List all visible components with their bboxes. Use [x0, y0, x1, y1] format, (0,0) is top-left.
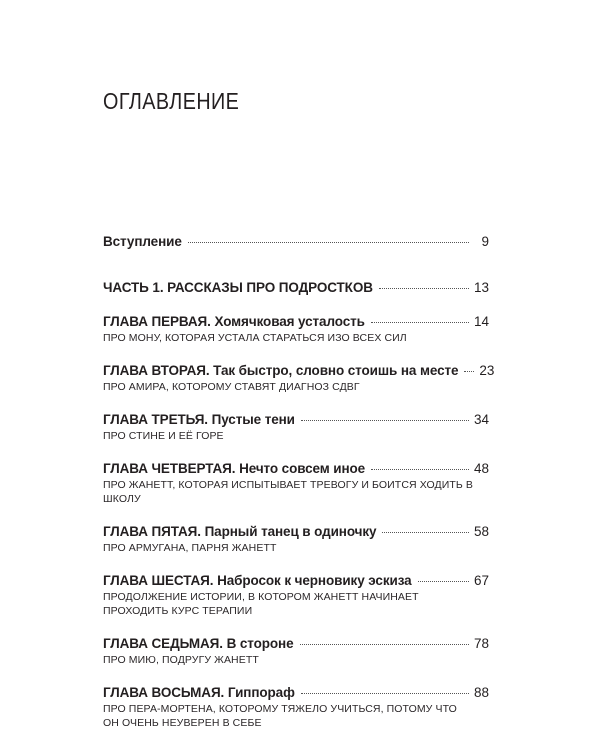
chapter-subtitle: ПРОДОЛЖЕНИЕ ИСТОРИИ, В КОТОРОМ ЖАНЕТТ НАЧИНАЕТ ПРОХОДИТЬ КУРС ТЕРАПИИ [103, 591, 419, 617]
dot-leader [188, 242, 469, 243]
chapter-name: Хомячковая усталость [214, 314, 365, 329]
chapter-name: Пустые тени [211, 412, 295, 427]
dot-leader [382, 532, 469, 533]
toc-page-number: 9 [481, 234, 489, 249]
toc-entry-title: ЧАСТЬ 1. РАССКАЗЫ ПРО ПОДРОСТКОВ [103, 280, 373, 295]
dot-leader [301, 693, 469, 694]
toc-entry-intro [103, 233, 489, 250]
chapter-name: Так быстро, словно стоишь на месте [213, 363, 459, 378]
chapter-subtitle: ПРО МИЮ, ПОДРУГУ ЖАНЕТТ [103, 654, 259, 666]
toc-entry-chapter-5 [103, 523, 489, 555]
toc-page-number: 23 [479, 363, 495, 378]
toc-entry-title [103, 460, 365, 477]
toc-entry-title [103, 635, 294, 652]
toc-entry-title [103, 684, 295, 701]
toc-entry-title: Вступление [103, 234, 182, 249]
toc-page-number: 58 [473, 524, 489, 539]
dot-leader [300, 644, 469, 645]
toc-entry-chapter-3 [103, 411, 489, 443]
dot-leader [371, 469, 469, 470]
chapter-name: Парный танец в одиночку [204, 524, 377, 539]
chapter-name: Набросок к черновику эскиза [217, 573, 412, 588]
chapter-number: ГЛАВА СЕДЬМАЯ. [103, 636, 223, 651]
chapter-number: ГЛАВА ЧЕТВЕРТАЯ. [103, 461, 236, 476]
chapter-number: ГЛАВА ШЕСТАЯ. [103, 573, 214, 588]
toc-entry-part-1 [103, 279, 489, 296]
chapter-name: В стороне [226, 636, 294, 651]
toc-page-number: 78 [473, 636, 489, 651]
dot-leader [418, 581, 469, 582]
dot-leader [464, 371, 474, 372]
toc-page-number: 34 [473, 412, 489, 427]
toc-entry-title [103, 411, 295, 428]
toc-entry-chapter-6 [103, 572, 489, 618]
page-title: ОГЛАВЛЕНИЕ [103, 88, 240, 114]
dot-leader [301, 420, 469, 421]
toc-page-number: 48 [473, 461, 489, 476]
chapter-number: ГЛАВА ПЯТАЯ. [103, 524, 201, 539]
chapter-name: Нечто совсем иное [239, 461, 366, 476]
toc-entry-chapter-1 [103, 313, 489, 345]
toc-page-number: 13 [473, 280, 489, 295]
chapter-number: ГЛАВА ТРЕТЬЯ. [103, 412, 208, 427]
chapter-subtitle: ПРО ЖАНЕТТ, КОТОРАЯ ИСПЫТЫВАЕТ ТРЕВОГУ И БОИТСЯ ХОДИТЬ В ШКОЛУ [103, 479, 473, 505]
toc-entry-chapter-8 [103, 684, 489, 730]
table-of-contents [103, 233, 495, 730]
chapter-subtitle: ПРО АРМУГАНА, ПАРНЯ ЖАНЕТТ [103, 542, 277, 554]
chapter-subtitle: ПРО АМИРА, КОТОРОМУ СТАВЯТ ДИАГНОЗ СДВГ [103, 381, 360, 393]
dot-leader [379, 288, 469, 289]
toc-entry-chapter-4 [103, 460, 489, 506]
dot-leader [371, 322, 469, 323]
chapter-number: ГЛАВА ВОСЬМАЯ. [103, 685, 225, 700]
toc-entry-title [103, 572, 412, 589]
toc-entry-chapter-2 [103, 362, 495, 394]
toc-page-number: 14 [473, 314, 489, 329]
chapter-name: Гиппораф [227, 685, 295, 700]
chapter-subtitle: ПРО МОНУ, КОТОРАЯ УСТАЛА СТАРАТЬСЯ ИЗО ВСЕХ СИЛ [103, 332, 407, 344]
chapter-number: ГЛАВА ПЕРВАЯ. [103, 314, 211, 329]
toc-page-number: 67 [473, 573, 489, 588]
chapter-subtitle: ПРО СТИНЕ И ЕЁ ГОРЕ [103, 430, 224, 442]
toc-page-number: 88 [473, 685, 489, 700]
chapter-subtitle: ПРО ПЕРА-МОРТЕНА, КОТОРОМУ ТЯЖЕЛО УЧИТЬСЯ, ПОТОМУ ЧТО ОН ОЧЕНЬ НЕУВЕРЕН В СЕБЕ [103, 703, 457, 729]
chapter-number: ГЛАВА ВТОРАЯ. [103, 363, 210, 378]
toc-entry-chapter-7 [103, 635, 489, 667]
toc-entry-title [103, 362, 458, 379]
toc-entry-title [103, 313, 365, 330]
toc-entry-title [103, 523, 376, 540]
